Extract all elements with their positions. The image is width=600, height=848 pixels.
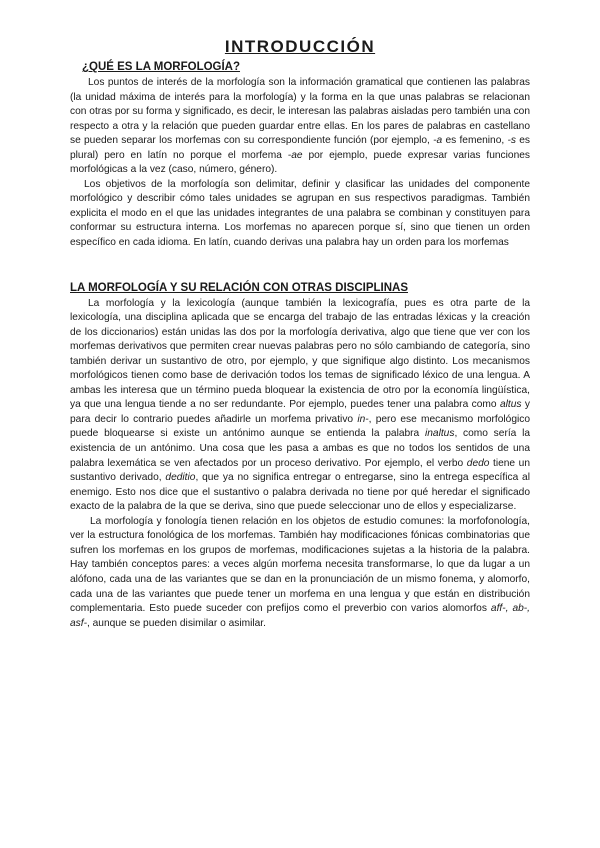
paragraph-intro-1: Los puntos de interés de la morfología son la información gramatical que contienen las palabras (la unidad máxima de interés para la morfología) y la forma en la que unas palabras se relacionan con otras por su forma y significado, es decir, le interesan las palabras aisladas pero también una con respecto a otra y la relación que pueden guardar entre ellas. En los pares de palabras en castellano se pueden separar los morfemas con su correspondiente función (por ejemplo, -a es femenino, -s es plural) pero en latín no porque el morfema -ae por ejemplo, puede expresar varias funciones morfológicas a la vez (caso, número, género). — [70, 77, 531, 176]
section-heading-morfologia: ¿QUÉ ES LA MORFOLOGÍA? — [82, 61, 241, 73]
section-spacer — [70, 251, 530, 281]
document-page — [70, 36, 530, 631]
paragraph-disciplinas-2: La morfología y fonología tienen relación en los objetos de estudio comunes: la morfofonología, ver la estructura fonológica de los morfemas. También hay modificaciones fónicas combinatorias que sufren los morfemas en los grupos de morfemas, modificaciones sujetas a la historia de la palabra. Hay también conceptos pares: a veces algún morfema necesita transformarse, lo que da lugar a un alófono, cada una de las variantes que se dan en la pronunciación de un mismo fonema, y alomorfo, cada una de las variantes que puede tener un morfema en una lengua y que están en distribución complementaria. Esto puede suceder con prefijos como el preverbio con varios alomorfos aff-, ab-, asf-, aunque se pueden disimilar o asimilar. — [70, 515, 531, 629]
paragraph-intro-2: Los objetivos de la morfología son delimitar, definir y clasificar las unidades del componente morfológico y describir cómo tales unidades se agrupan en sus respectivos paradigmas. También explicita el modo en el que las unidades integrantes de una palabra se combinan y constituyen para conformar su estructura interna. Los morfemas no aparecen porque sí, sino que tienen un orden específico en cada idioma. En latín, cuando derivas una palabra hay un orden para los morfemas — [70, 178, 530, 249]
page-title: INTRODUCCIÓN — [224, 37, 376, 56]
paragraph-disciplinas-1: La morfología y la lexicología (aunque también la lexicografía, pues es otra parte de la lexicología, una disciplina aplicada que se encarga del trabajo de las entradas léxicas y la creación de los diccionarios) están unidas las dos por la morfología derivativa, algo que tiene que ver con los morfemas derivativos que permiten crear nuevas palabras pero no sólo cambiando de categoría, sino también derivar un sustantivo de otro, por ejemplo, y que signifique algo distinto. Los mecanismos morfológicos tienen como base de derivación todos los temas de significado léxico de una lengua. A ambas les interesa que un término pueda bloquear la existencia de otro por la economía lingüística, ya que una lengua tiende a no ser redundante. Por ejemplo, puedes tener una palabra como altus y para decir lo contrario puedes añadirle un morfema privativo in-, pero ese mecanismo morfológico puede bloquearse si existe un antónimo aunque se entienda la palabra inaltus, como sería la existencia de un antónimo. Una cosa que les pasa a ambas es que no todos los sentidos de una palabra lexemática se ven afectados por un proceso derivativo. Por ejemplo, el verbo dedo tiene un sustantivo derivado, deditio, que ya no significa entregar o entregarse, sino la entrega específica al enemigo. Esto nos dice que el sustantivo o palabra derivada no tiene por qué heredar el significado exacto de la palabra de la que se deriva, sino que puede seleccionar uno de ellos y especializarse. — [70, 297, 531, 513]
section-heading-disciplinas: LA MORFOLOGÍA Y SU RELACIÓN CON OTRAS DISCIPLINAS — [70, 281, 408, 294]
